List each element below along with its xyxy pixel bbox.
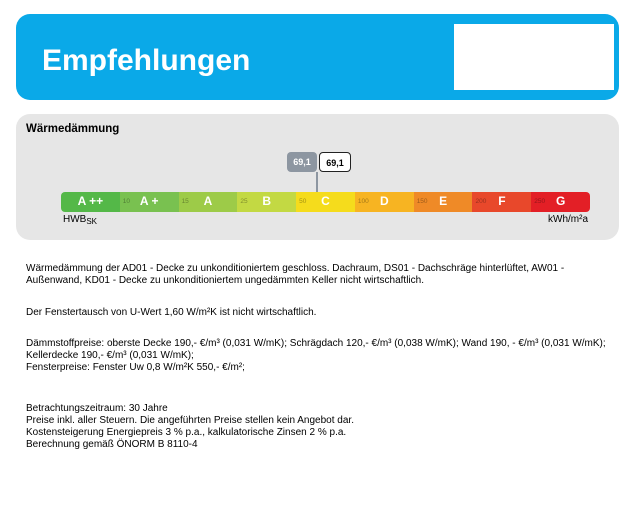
scale-band-d	[355, 192, 414, 212]
scale-band-a	[179, 192, 238, 212]
scale-unit: kWh/m²a	[548, 214, 588, 225]
marker-pointer-line	[316, 172, 318, 192]
band-label: A ++	[77, 194, 104, 208]
scale-band-c	[296, 192, 355, 212]
band-threshold: 25	[240, 198, 248, 205]
band-label: D	[379, 194, 389, 208]
band-label: A +	[139, 194, 159, 208]
band-threshold: 100	[357, 198, 369, 205]
scale-band-g	[531, 192, 590, 212]
current-value-marker: 69,1	[287, 152, 317, 172]
band-label: E	[439, 194, 448, 208]
page-title: Empfehlungen	[42, 44, 251, 77]
energy-panel	[16, 114, 619, 240]
paragraph-prices: Dämmstoffpreise: oberste Decke 190,- €/m³ (0,031 W/mK); Schrägdach 120,- €/m³ (0,038 W/mK); Wand 190, - €/m³ (0,031 W/mK); Kellerdecke 190,- €/m³ (0,031 W/mK); Fensterpreise: Fenster Uw 0,8 W/m²K 550,- €/m²;	[26, 338, 606, 373]
scale-band-f	[472, 192, 531, 212]
band-label: B	[262, 194, 272, 208]
band-label: F	[498, 194, 506, 208]
hwb-text: HWB	[63, 214, 87, 225]
band-label: C	[321, 194, 330, 208]
band-threshold: 50	[299, 198, 307, 205]
panel-title: Wärmedämmung	[26, 123, 120, 135]
scale-band-a-plus	[120, 192, 179, 212]
band-threshold: 150	[416, 198, 428, 205]
band-threshold: 250	[534, 198, 546, 205]
band-threshold: 200	[475, 198, 487, 205]
header-banner	[16, 14, 619, 100]
energy-scale	[61, 192, 590, 212]
band-label: A	[203, 194, 213, 208]
recommended-value-marker: 69,1	[319, 152, 351, 172]
scale-label-hwb	[63, 214, 97, 226]
band-label: G	[555, 194, 566, 208]
band-threshold: 10	[122, 198, 131, 205]
scale-band-b	[237, 192, 296, 212]
scale-band-e	[414, 192, 473, 212]
scale-band-a-plus-plus	[61, 192, 120, 212]
paragraph-insulation: Wärmedämmung der AD01 - Decke zu unkonditioniertem geschloss. Dachraum, DS01 - Dachschräge hinterlüftet, AW01 - Außenwand, KD01 - Decke zu unkonditioniertem ungedämmten Keller nicht wirtschaftlich.	[26, 263, 565, 286]
band-threshold: 15	[181, 198, 189, 205]
header-logo-placeholder	[454, 24, 614, 90]
paragraph-assumptions: Betrachtungszeitraum: 30 Jahre Preise inkl. aller Steuern. Die angeführten Preise stellen kein Angebot dar. Kostensteigerung Energiepreis 3 % p.a., kalkulatorische Zinsen 2 % p.a. Berechnung gemäß ÖNORM B 8110-4	[26, 403, 354, 450]
paragraph-window: Der Fenstertausch von U-Wert 1,60 W/m²K ist nicht wirtschaftlich.	[26, 307, 317, 318]
hwb-subscript: SK	[86, 217, 98, 226]
